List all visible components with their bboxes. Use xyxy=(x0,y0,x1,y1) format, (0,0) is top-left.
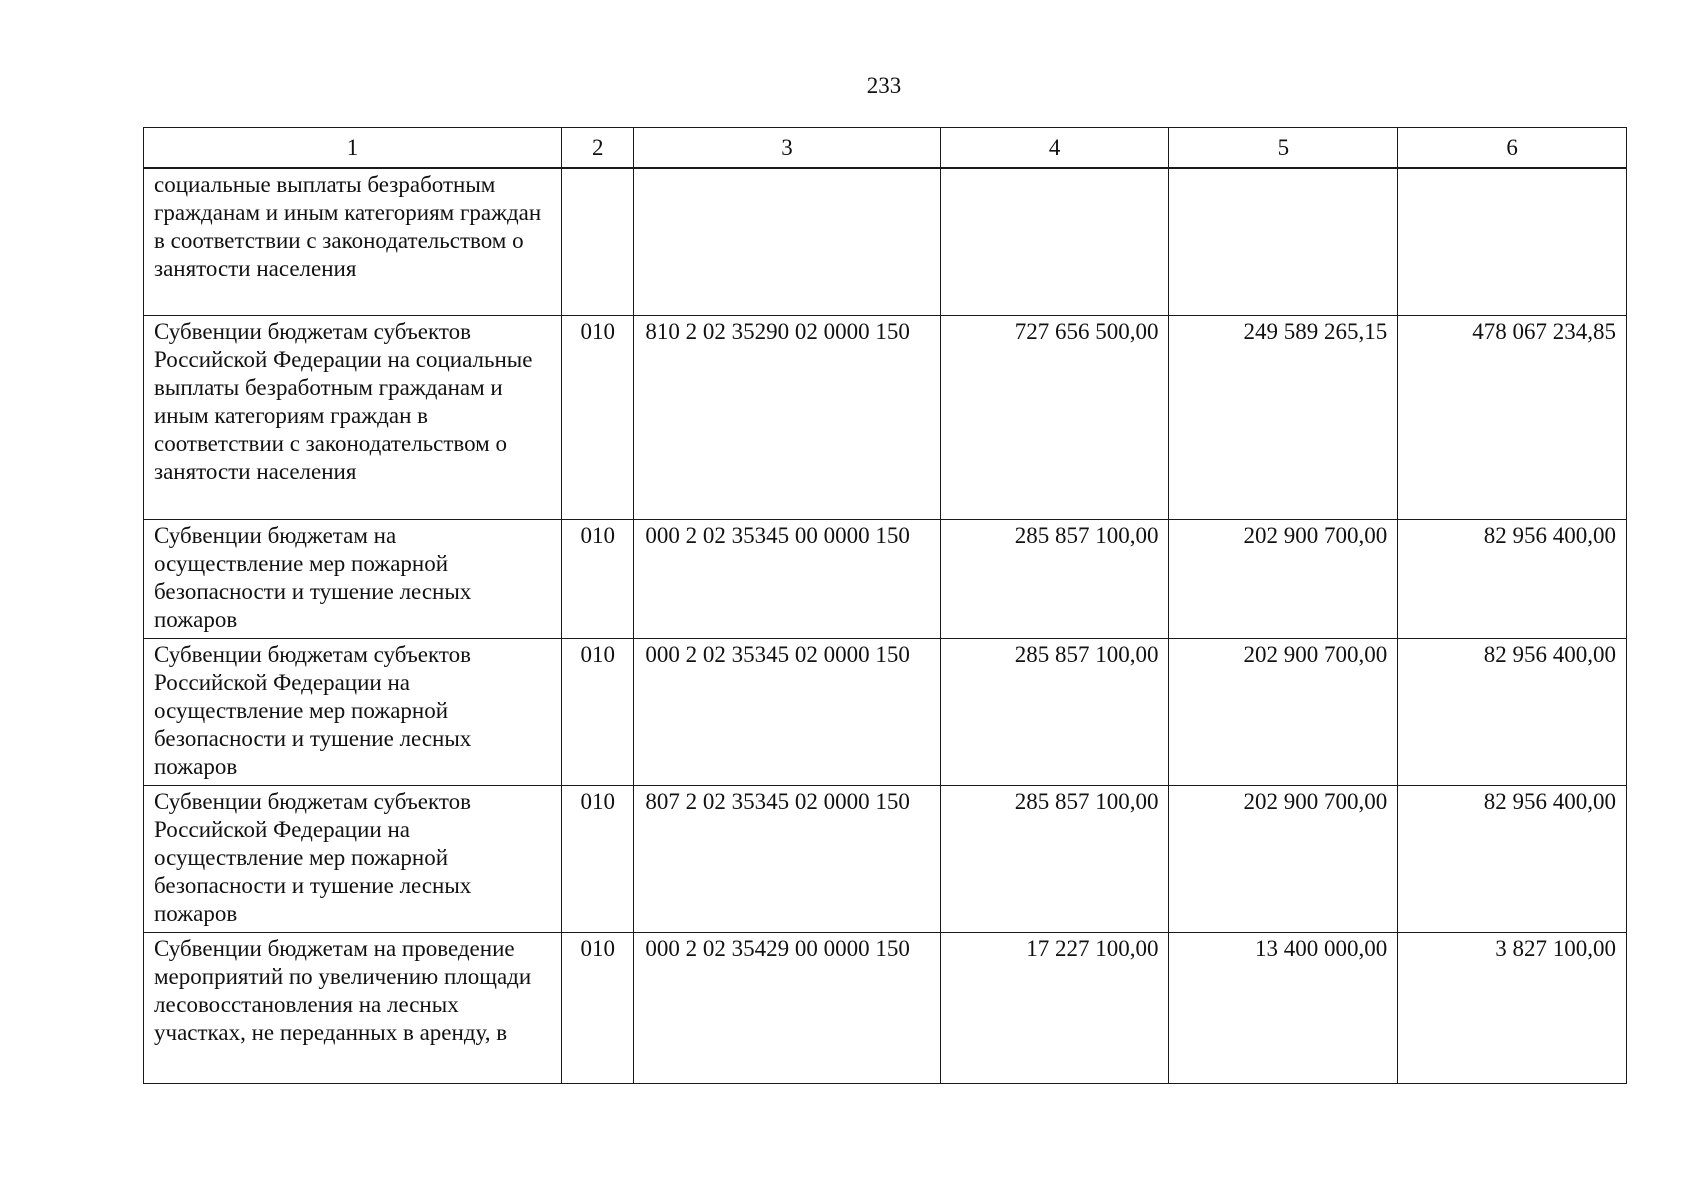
column-header-4: 4 xyxy=(940,128,1169,169)
row-column-5-cell: 202 900 700,00 xyxy=(1169,520,1398,639)
row-column-5-cell: 13 400 000,00 xyxy=(1169,933,1398,1084)
row-column-5-cell: 249 589 265,15 xyxy=(1169,316,1398,520)
row-column-6-cell: 478 067 234,85 xyxy=(1398,316,1627,520)
row-line-code-cell: 010 xyxy=(562,786,634,933)
row-budget-code-cell xyxy=(634,168,940,316)
row-budget-code-cell: 000 2 02 35345 02 0000 150 xyxy=(634,639,940,786)
row-name-cell: Субвенции бюджетам на осуществление мер пожарной безопасности и тушение лесных пожаров xyxy=(144,520,562,639)
budget-table xyxy=(143,127,1627,1084)
row-column-6-cell xyxy=(1398,168,1627,316)
row-column-4-cell: 727 656 500,00 xyxy=(940,316,1169,520)
page-number: 233 xyxy=(866,73,902,98)
row-budget-code-cell: 000 2 02 35429 00 0000 150 xyxy=(634,933,940,1084)
row-column-4-cell: 17 227 100,00 xyxy=(940,933,1169,1084)
column-header-5: 5 xyxy=(1169,128,1398,169)
row-column-4-cell: 285 857 100,00 xyxy=(940,520,1169,639)
table-row xyxy=(144,639,1627,786)
row-budget-code-cell: 807 2 02 35345 02 0000 150 xyxy=(634,786,940,933)
row-line-code-cell: 010 xyxy=(562,639,634,786)
row-column-6-cell: 82 956 400,00 xyxy=(1398,520,1627,639)
table-body xyxy=(144,168,1627,1084)
row-name-cell: Субвенции бюджетам субъектов Российской Федерации на осуществление мер пожарной безопасности и тушение лесных пожаров xyxy=(144,639,562,786)
table-row xyxy=(144,316,1627,520)
table-row xyxy=(144,168,1627,316)
table-row xyxy=(144,786,1627,933)
row-column-6-cell: 82 956 400,00 xyxy=(1398,639,1627,786)
row-column-5-cell: 202 900 700,00 xyxy=(1169,786,1398,933)
row-line-code-cell: 010 xyxy=(562,933,634,1084)
table-row xyxy=(144,520,1627,639)
header-row xyxy=(144,128,1627,169)
row-column-6-cell: 3 827 100,00 xyxy=(1398,933,1627,1084)
row-column-4-cell xyxy=(940,168,1169,316)
column-header-1: 1 xyxy=(144,128,562,169)
table-header xyxy=(144,128,1627,169)
row-column-4-cell: 285 857 100,00 xyxy=(940,639,1169,786)
row-name-cell: социальные выплаты безработным гражданам и иным категориям граждан в соответствии с законодательством о занятости населения xyxy=(144,168,562,316)
column-header-3: 3 xyxy=(634,128,940,169)
row-column-6-cell: 82 956 400,00 xyxy=(1398,786,1627,933)
column-header-6: 6 xyxy=(1398,128,1627,169)
row-name-cell: Субвенции бюджетам на проведение мероприятий по увеличению площади лесовосстановления на лесных участках, не переданных в аренду, в xyxy=(144,933,562,1084)
row-name-cell: Субвенции бюджетам субъектов Российской Федерации на социальные выплаты безработным гражданам и иным категориям граждан в соответствии с законодательством о занятости населения xyxy=(144,316,562,520)
column-header-2: 2 xyxy=(562,128,634,169)
row-column-5-cell xyxy=(1169,168,1398,316)
row-column-5-cell: 202 900 700,00 xyxy=(1169,639,1398,786)
row-line-code-cell: 010 xyxy=(562,316,634,520)
row-name-cell: Субвенции бюджетам субъектов Российской Федерации на осуществление мер пожарной безопасности и тушение лесных пожаров xyxy=(144,786,562,933)
row-column-4-cell: 285 857 100,00 xyxy=(940,786,1169,933)
table-row xyxy=(144,933,1627,1084)
row-line-code-cell xyxy=(562,168,634,316)
row-line-code-cell: 010 xyxy=(562,520,634,639)
row-budget-code-cell: 810 2 02 35290 02 0000 150 xyxy=(634,316,940,520)
row-budget-code-cell: 000 2 02 35345 00 0000 150 xyxy=(634,520,940,639)
